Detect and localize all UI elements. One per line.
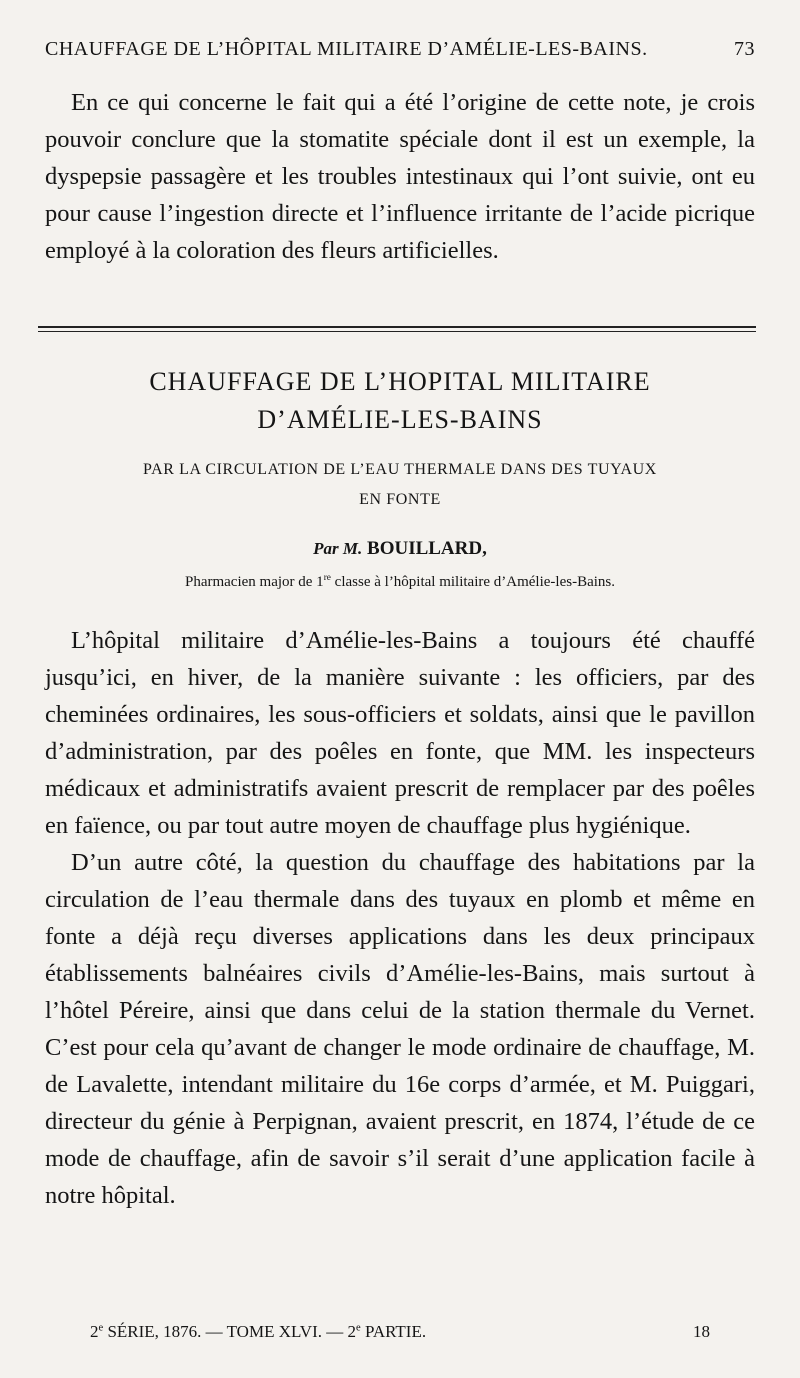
- footer-series-text: SÉRIE, 1876. — TOME XLVI. — 2: [103, 1322, 356, 1341]
- author-prefix: Par M.: [313, 539, 363, 558]
- running-head-title: CHAUFFAGE DE L’HÔPITAL MILITAIRE D’AMÉLIE-LES-BAINS.: [45, 38, 648, 60]
- article-subtitle: [45, 455, 755, 515]
- author-name: BOUILLARD,: [367, 538, 487, 559]
- body-paragraph-1: L’hôpital militaire d’Amélie-les-Bains a toujours été chauffé jusqu’ici, en hiver, de la manière suivante : les officiers, par des cheminées ordinaires, les sous-officiers et soldats, ainsi que le pavillon d’administration, par des poêles en fonte, que MM. les inspecteurs médicaux et administratifs avaient prescrit de remplacer par des poêles en faïence, ou par tout autre moyen de chauffage plus hygiénique.: [45, 627, 755, 839]
- footer-part-text: PARTIE.: [360, 1322, 427, 1341]
- section-divider: [38, 326, 756, 332]
- page-number: 73: [734, 38, 755, 60]
- intro-text: [45, 84, 755, 269]
- affiliation-text-rest: classe à l’hôpital militaire d’Amélie-les-Bains.: [330, 574, 615, 590]
- article-title-line2: D’AMÉLIE-LES-BAINS: [257, 405, 543, 434]
- page-footer: [90, 1322, 710, 1342]
- footer-series: [90, 1322, 426, 1342]
- footer-series-number: 2: [90, 1322, 99, 1341]
- affiliation-text: Pharmacien major de 1: [184, 574, 324, 590]
- article-title: [45, 363, 755, 439]
- affiliation-sup: re: [323, 573, 331, 583]
- intro-paragraph: En ce qui concerne le fait qui a été l’origine de cette note, je crois pouvoir conclure que la stomatite spéciale dont il est un exemple, la dyspepsie passagère et les troubles intestinaux qui l’ont suivie, ont eu pour cause l’ingestion directe et l’influence irritante de l’acide picrique employé à la coloration des fleurs artificielles.: [45, 89, 755, 264]
- body-paragraph-2: D’un autre côté, la question du chauffage des habitations par la circulation de l’eau thermale dans des tuyaux en plomb et même en fonte a déjà reçu diverses applications dans les deux principaux établissements balnéaires civils d’Amélie-les-Bains, mais surtout à l’hôtel Péreire, ainsi que dans celui de la station thermale du Vernet. C’est pour cela qu’avant de changer le mode ordinaire de chauffage, M. de Lavalette, intendant militaire du 16e corps d’armée, et M. Puiggari, directeur du génie à Perpignan, avaient prescrit, en 1874, l’étude de ce mode de chauffage, afin de savoir s’il serait d’une application facile à notre hôpital.: [45, 849, 755, 1209]
- footer-series-sup: e: [98, 1322, 104, 1334]
- author-line: [45, 538, 755, 560]
- article-subtitle-line1: PAR LA CIRCULATION DE L’EAU THERMALE DANS DES TUYAUX: [143, 461, 657, 478]
- article-subtitle-line2: EN FONTE: [359, 491, 441, 508]
- author-affiliation: [45, 574, 755, 591]
- article-body: [45, 622, 755, 1214]
- footer-part-sup: e: [356, 1322, 361, 1334]
- article-title-line1: CHAUFFAGE DE L’HOPITAL MILITAIRE: [149, 367, 651, 396]
- running-head: [45, 38, 755, 61]
- footer-signature: 18: [693, 1322, 710, 1341]
